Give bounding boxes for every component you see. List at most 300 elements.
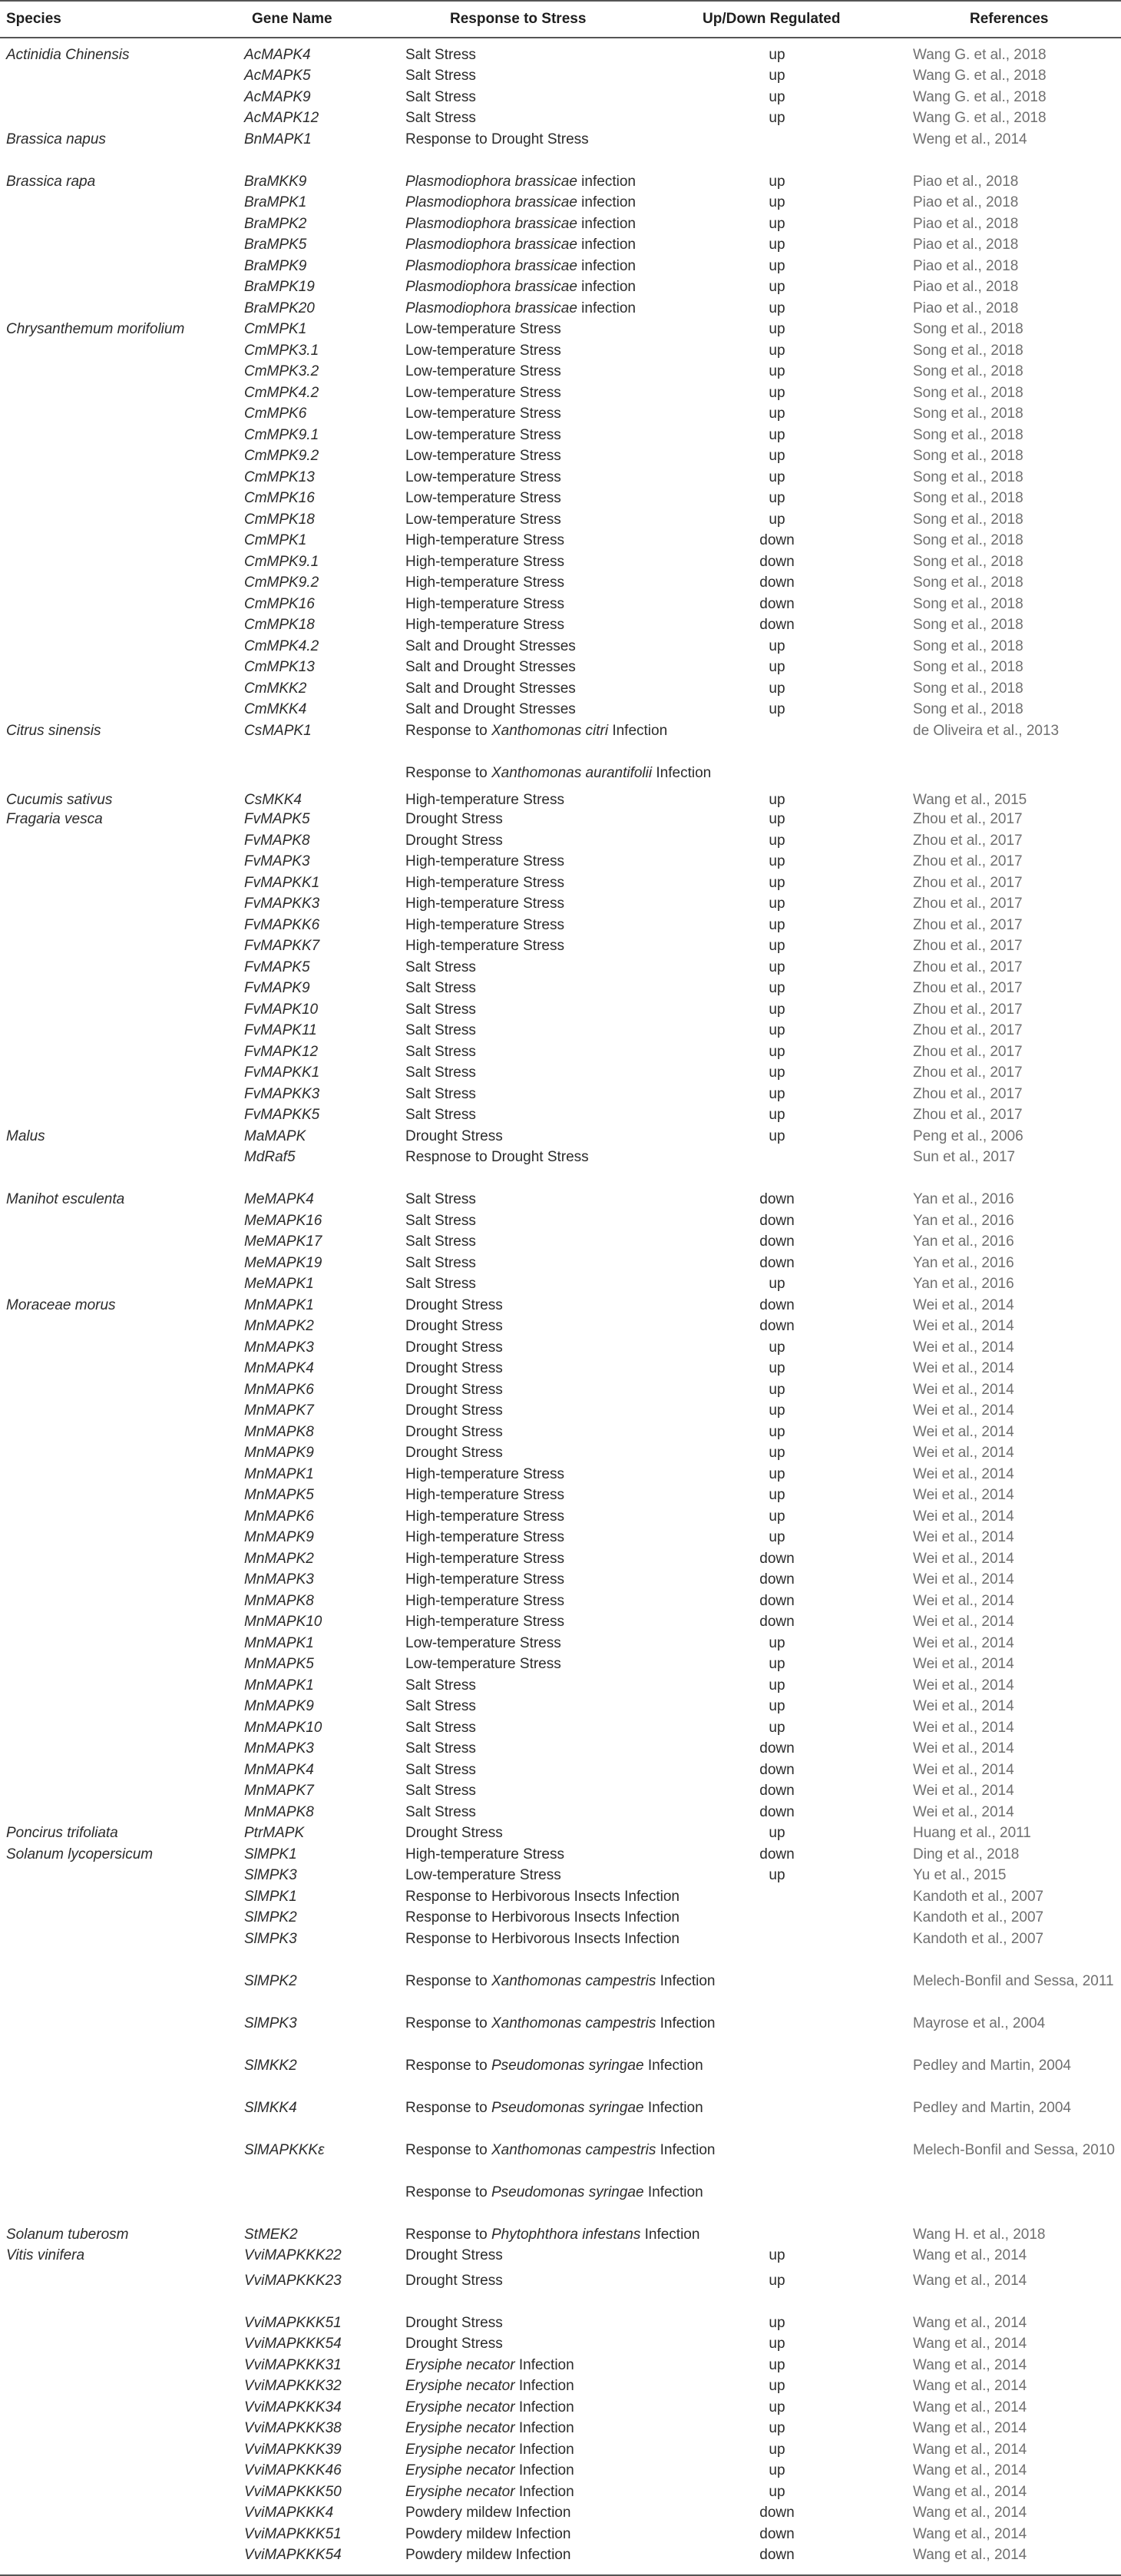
reference-cell: Wei et al., 2014: [913, 1297, 1014, 1313]
response-text: Drought Stress: [405, 2315, 503, 2331]
gene-name-cell: VviMAPKKK50: [244, 2484, 342, 2500]
response-text: Salt and Drought Stresses: [405, 701, 576, 717]
response-cell: [405, 194, 636, 212]
response-text: Infection: [652, 765, 712, 781]
reference-cell: Yan et al., 2016: [913, 1213, 1014, 1229]
regulation-value: up: [769, 512, 785, 528]
gene-name-cell: VviMAPKKK46: [244, 2462, 342, 2478]
species-cell: Cucumis sativus: [6, 792, 113, 808]
response-text: Infection: [656, 1973, 716, 1989]
response-cell: [405, 2335, 503, 2353]
regulation-value: up: [769, 216, 785, 232]
regulation-value: up: [769, 1635, 785, 1651]
response-text: Infection: [643, 2100, 703, 2116]
response-text: Response to: [405, 2142, 491, 2158]
response-cell: [405, 2399, 574, 2417]
species-cell: Solanum lycopersicum: [6, 1846, 154, 1862]
reference-cell: Wang H. et al., 2018: [913, 2227, 1046, 2243]
gene-name-cell: FvMAPK5: [244, 811, 310, 827]
gene-name-cell: AcMAPK5: [244, 68, 311, 84]
response-text: Respnose to Drought Stress: [405, 1149, 589, 1165]
reference-cell: Song et al., 2018: [913, 385, 1023, 401]
response-cell: [405, 2247, 503, 2265]
regulation-value: down: [759, 1551, 795, 1567]
response-text: Low-temperature Stress: [405, 1656, 561, 1672]
reference-cell: Piao et al., 2018: [913, 216, 1019, 232]
response-text: High-temperature Stress: [405, 853, 564, 869]
reference-cell: Song et al., 2018: [913, 321, 1023, 337]
gene-name-cell: MaMAPK: [244, 1128, 306, 1144]
regulation-value: up: [769, 1424, 785, 1440]
response-text: Infection: [643, 2058, 703, 2074]
regulation-value: up: [769, 1508, 785, 1525]
response-cell: [405, 1528, 564, 1547]
regulation-value: up: [769, 1002, 785, 1018]
response-cell: [405, 2525, 570, 2544]
gene-name-cell: MeMAPK1: [244, 1276, 314, 1292]
gene-name-cell: VviMAPKKK38: [244, 2420, 342, 2436]
response-cell: [405, 1803, 476, 1822]
reference-cell: Song et al., 2018: [913, 574, 1023, 591]
gene-name-cell: BraMPK9: [244, 258, 307, 274]
gene-name-cell: MnMAPK1: [244, 1297, 314, 1313]
regulation-value: up: [769, 89, 785, 105]
regulation-value: down: [759, 554, 795, 570]
response-text: High-temperature Stress: [405, 1571, 564, 1588]
regulation-value: up: [769, 237, 785, 253]
pathogen-name: Erysiphe necator: [405, 2462, 515, 2478]
reference-cell: Wang G. et al., 2018: [913, 110, 1047, 126]
reference-cell: Zhou et al., 2017: [913, 896, 1023, 912]
regulation-value: up: [769, 701, 785, 717]
response-text: Drought Stress: [405, 2336, 503, 2352]
response-cell: [405, 1106, 476, 1124]
reference-cell: Wei et al., 2014: [913, 1783, 1014, 1799]
response-cell: [405, 1001, 476, 1019]
response-cell: [405, 1634, 561, 1653]
gene-name-cell: MnMAPK8: [244, 1804, 314, 1820]
response-text: Low-temperature Stress: [405, 1635, 561, 1651]
response-text: Salt Stress: [405, 1783, 476, 1799]
response-text: High-temperature Stress: [405, 554, 564, 570]
gene-name-cell: CmMPK1: [244, 532, 307, 548]
response-text: Response to: [405, 2058, 491, 2074]
species-cell: Fragaria vesca: [6, 811, 103, 827]
response-cell: [405, 2184, 703, 2202]
gene-name-cell: MnMAPK3: [244, 1571, 314, 1588]
response-cell: [405, 469, 561, 487]
response-cell: [405, 1909, 680, 1927]
response-cell: [405, 109, 476, 127]
regulation-value: up: [769, 2442, 785, 2458]
reference-cell: Song et al., 2018: [913, 490, 1023, 506]
gene-name-cell: SlMKK4: [244, 2100, 297, 2116]
response-cell: [405, 215, 636, 233]
gene-name-cell: VviMAPKKK4: [244, 2505, 334, 2521]
reference-cell: Zhou et al., 2017: [913, 938, 1023, 954]
response-text: Infection: [514, 2420, 574, 2436]
response-cell: [405, 1761, 476, 1780]
response-text: Response to: [405, 765, 491, 781]
reference-cell: Song et al., 2018: [913, 701, 1023, 717]
response-cell: [405, 1930, 680, 1949]
response-text: Drought Stress: [405, 833, 503, 849]
response-text: infection: [577, 174, 636, 190]
gene-name-cell: MdRaf5: [244, 1149, 296, 1165]
response-text: Salt Stress: [405, 959, 476, 975]
response-text: Salt Stress: [405, 1233, 476, 1250]
gene-name-cell: CmMPK3.1: [244, 343, 319, 359]
gene-name-cell: MnMAPK9: [244, 1445, 314, 1461]
response-text: Infection: [514, 2399, 574, 2415]
response-text: Drought Stress: [405, 1318, 503, 1334]
reference-cell: Wei et al., 2014: [913, 1339, 1014, 1356]
reference-cell: Wei et al., 2014: [913, 1508, 1014, 1525]
response-text: Infection: [643, 2184, 703, 2200]
regulation-value: up: [769, 811, 785, 827]
reference-cell: Wang et al., 2014: [913, 2462, 1027, 2478]
response-text: High-temperature Stress: [405, 574, 564, 591]
gene-name-cell: MnMAPK10: [244, 1720, 322, 1736]
regulation-value: up: [769, 2462, 785, 2478]
gene-name-cell: PtrMAPK: [244, 1825, 305, 1841]
gene-name-cell: CsMAPK1: [244, 723, 312, 739]
response-text: Salt Stress: [405, 1022, 476, 1038]
reference-cell: Zhou et al., 2017: [913, 853, 1023, 869]
reference-cell: Song et al., 2018: [913, 363, 1023, 379]
gene-name-cell: VviMAPKKK31: [244, 2357, 342, 2373]
regulation-value: up: [769, 406, 785, 422]
response-cell: [405, 1402, 503, 1420]
regulation-value: up: [769, 853, 785, 869]
response-text: Salt Stress: [405, 110, 476, 126]
regulation-value: up: [769, 1065, 785, 1081]
response-text: Salt Stress: [405, 1255, 476, 1271]
regulation-value: up: [769, 833, 785, 849]
reference-cell: Wang et al., 2014: [913, 2357, 1027, 2373]
reference-cell: Song et al., 2018: [913, 617, 1023, 633]
species-cell: Citrus sinensis: [6, 723, 101, 739]
reference-cell: Mayrose et al., 2004: [913, 2015, 1046, 2031]
response-text: High-temperature Stress: [405, 1508, 564, 1525]
response-text: Salt Stress: [405, 1086, 476, 1102]
reference-cell: Yan et al., 2016: [913, 1276, 1014, 1292]
reference-cell: Song et al., 2018: [913, 427, 1023, 443]
regulation-value: up: [769, 896, 785, 912]
regulation-value: up: [769, 875, 785, 891]
response-text: Infection: [514, 2378, 574, 2394]
response-cell: [405, 1254, 476, 1273]
response-cell: [405, 2015, 715, 2033]
gene-name-cell: MnMAPK7: [244, 1783, 314, 1799]
reference-cell: Zhou et al., 2017: [913, 1065, 1023, 1081]
response-cell: [405, 2462, 574, 2480]
regulation-value: down: [759, 574, 795, 591]
response-text: Low-temperature Stress: [405, 512, 561, 528]
gene-name-cell: MnMAPK4: [244, 1762, 314, 1778]
reference-cell: Yu et al., 2015: [913, 1867, 1007, 1883]
regulation-value: down: [759, 1593, 795, 1609]
response-cell: [405, 1212, 476, 1230]
response-cell: [405, 1127, 503, 1146]
regulation-value: up: [769, 279, 785, 295]
response-cell: [405, 131, 589, 149]
response-cell: [405, 1233, 476, 1251]
response-text: Drought Stress: [405, 1402, 503, 1419]
response-text: Infection: [656, 2015, 716, 2031]
response-cell: [405, 1972, 715, 1991]
reference-cell: Piao et al., 2018: [913, 194, 1019, 210]
gene-name-cell: AcMAPK12: [244, 110, 319, 126]
pathogen-name: Erysiphe necator: [405, 2442, 515, 2458]
pathogen-name: Plasmodiophora brassicae: [405, 194, 577, 210]
response-text: High-temperature Stress: [405, 532, 564, 548]
response-cell: [405, 2504, 570, 2522]
regulation-value: down: [759, 1783, 795, 1799]
reference-cell: Ding et al., 2018: [913, 1846, 1020, 1862]
response-text: Response to Herbivorous Insects Infection: [405, 1909, 680, 1925]
reference-cell: Wang et al., 2014: [913, 2247, 1027, 2263]
regulation-value: up: [769, 2315, 785, 2331]
response-cell: [405, 1846, 564, 1864]
gene-name-cell: MnMAPK8: [244, 1593, 314, 1609]
reference-cell: Wei et al., 2014: [913, 1593, 1014, 1609]
regulation-value: up: [769, 1529, 785, 1545]
response-text: Salt Stress: [405, 1107, 476, 1123]
gene-name-cell: CmMPK3.2: [244, 363, 319, 379]
regulation-value: down: [759, 2505, 795, 2521]
regulation-value: down: [759, 1213, 795, 1229]
regulation-value: up: [769, 2378, 785, 2394]
reference-cell: Wang et al., 2015: [913, 792, 1027, 808]
gene-name-cell: FvMAPKK7: [244, 938, 320, 954]
gene-name-cell: FvMAPKK1: [244, 1065, 320, 1081]
reference-cell: Wang et al., 2014: [913, 2378, 1027, 2394]
response-cell: [405, 342, 561, 360]
regulation-value: down: [759, 1571, 795, 1588]
response-text: Response to: [405, 723, 491, 739]
gene-name-cell: AcMAPK9: [244, 89, 311, 105]
response-cell: [405, 363, 561, 381]
gene-name-cell: MeMAPK19: [244, 1255, 322, 1271]
response-cell: [405, 616, 564, 634]
gene-name-cell: CmMPK18: [244, 617, 315, 633]
response-cell: [405, 1381, 503, 1399]
reference-cell: Weng et al., 2014: [913, 131, 1027, 147]
response-text: Salt Stress: [405, 1065, 476, 1081]
gene-name-cell: CmMPK9.1: [244, 427, 319, 443]
pathogen-name: Phytophthora infestans: [491, 2227, 641, 2243]
gene-name-cell: MnMAPK1: [244, 1677, 314, 1694]
response-cell: [405, 2546, 570, 2564]
pathogen-name: Xanthomonas aurantifolii: [491, 765, 653, 781]
reference-cell: Wei et al., 2014: [913, 1571, 1014, 1588]
response-text: infection: [577, 194, 636, 210]
gene-name-cell: CmMKK2: [244, 680, 307, 697]
reference-cell: Song et al., 2018: [913, 469, 1023, 485]
reference-cell: Wang et al., 2014: [913, 2442, 1027, 2458]
gene-name-cell: SlMPK1: [244, 1846, 297, 1862]
response-cell: [405, 895, 564, 913]
pathogen-name: Plasmodiophora brassicae: [405, 279, 577, 295]
response-cell: [405, 791, 564, 810]
regulation-value: down: [759, 1740, 795, 1757]
response-cell: [405, 1317, 503, 1336]
gene-name-cell: BnMAPK1: [244, 131, 312, 147]
reference-cell: Wei et al., 2014: [913, 1762, 1014, 1778]
reference-cell: Song et al., 2018: [913, 596, 1023, 612]
reference-cell: Piao et al., 2018: [913, 279, 1019, 295]
reference-cell: Wei et al., 2014: [913, 1466, 1014, 1482]
response-text: Drought Stress: [405, 1445, 503, 1461]
gene-name-cell: StMEK2: [244, 2227, 298, 2243]
response-cell: [405, 1508, 564, 1526]
gene-name-cell: CsMKK4: [244, 792, 302, 808]
regulation-value: up: [769, 1656, 785, 1672]
reference-cell: Zhou et al., 2017: [913, 875, 1023, 891]
gene-name-cell: FvMAPK12: [244, 1044, 319, 1060]
response-cell: [405, 2057, 703, 2075]
response-text: Salt Stress: [405, 68, 476, 84]
response-text: Drought Stress: [405, 1382, 503, 1398]
gene-name-cell: MnMAPK10: [244, 1614, 322, 1630]
response-text: Salt Stress: [405, 1740, 476, 1757]
response-text: Drought Stress: [405, 1825, 503, 1841]
regulation-value: up: [769, 680, 785, 697]
reference-cell: Pedley and Martin, 2004: [913, 2100, 1071, 2116]
response-text: Infection: [608, 723, 668, 739]
gene-name-cell: BraMPK1: [244, 194, 307, 210]
response-text: Response to Herbivorous Insects Infection: [405, 1931, 680, 1947]
reference-cell: Zhou et al., 2017: [913, 980, 1023, 996]
regulation-value: down: [759, 617, 795, 633]
regulation-value: up: [769, 2399, 785, 2415]
response-cell: [405, 511, 561, 529]
response-text: High-temperature Stress: [405, 1551, 564, 1567]
reference-cell: Wang G. et al., 2018: [913, 68, 1047, 84]
response-cell: [405, 320, 561, 339]
regulation-value: up: [769, 1022, 785, 1038]
regulation-value: up: [769, 917, 785, 933]
species-cell: Malus: [6, 1128, 45, 1144]
response-cell: [405, 2483, 574, 2502]
reference-cell: Wei et al., 2014: [913, 1614, 1014, 1630]
response-cell: [405, 1296, 503, 1315]
response-cell: [405, 1339, 503, 1357]
gene-name-cell: VviMAPKKK51: [244, 2526, 342, 2542]
species-cell: Manihot esculenta: [6, 1191, 125, 1207]
regulation-value: up: [769, 343, 785, 359]
regulation-value: down: [759, 1297, 795, 1313]
pathogen-name: Xanthomonas citri: [491, 723, 609, 739]
pathogen-name: Erysiphe necator: [405, 2357, 515, 2373]
regulation-value: up: [769, 1445, 785, 1461]
response-text: Low-temperature Stress: [405, 490, 561, 506]
response-text: Salt Stress: [405, 1191, 476, 1207]
pathogen-name: Xanthomonas campestris: [491, 2142, 656, 2158]
response-text: Salt Stress: [405, 980, 476, 996]
response-cell: [405, 2141, 715, 2160]
regulation-value: up: [769, 1677, 785, 1694]
reference-cell: Wei et al., 2014: [913, 1382, 1014, 1398]
response-text: High-temperature Stress: [405, 617, 564, 633]
response-text: infection: [577, 237, 636, 253]
pathogen-name: Erysiphe necator: [405, 2378, 515, 2394]
response-text: Powdery mildew Infection: [405, 2505, 571, 2521]
reference-cell: Wang G. et al., 2018: [913, 47, 1047, 63]
response-cell: [405, 1866, 561, 1885]
gene-name-cell: MeMAPK17: [244, 1233, 322, 1250]
reference-cell: Melech-Bonfil and Sessa, 2011: [913, 1973, 1114, 1989]
regulation-value: up: [769, 959, 785, 975]
gene-name-cell: CmMPK1: [244, 321, 307, 337]
response-text: High-temperature Stress: [405, 1466, 564, 1482]
reference-cell: Sun et al., 2017: [913, 1149, 1016, 1165]
response-text: High-temperature Stress: [405, 792, 564, 808]
response-text: Infection: [514, 2462, 574, 2478]
response-cell: [405, 979, 476, 998]
pathogen-name: Erysiphe necator: [405, 2399, 515, 2415]
reference-cell: Zhou et al., 2017: [913, 811, 1023, 827]
header-gene-name: Gene Name: [252, 11, 332, 27]
reference-cell: Melech-Bonfil and Sessa, 2010: [913, 2142, 1115, 2158]
gene-name-cell: FvMAPKK1: [244, 875, 320, 891]
response-text: Drought Stress: [405, 1360, 503, 1376]
response-cell: [405, 1423, 503, 1442]
pathogen-name: Plasmodiophora brassicae: [405, 258, 577, 274]
pathogen-name: Pseudomonas syringae: [491, 2058, 644, 2074]
regulation-value: up: [769, 1276, 785, 1292]
pathogen-name: Plasmodiophora brassicae: [405, 237, 577, 253]
response-cell: [405, 1148, 589, 1167]
response-text: Salt Stress: [405, 1276, 476, 1292]
pathogen-name: Plasmodiophora brassicae: [405, 300, 577, 316]
response-text: Salt Stress: [405, 1698, 476, 1714]
response-cell: [405, 1740, 476, 1758]
response-text: Response to: [405, 2100, 491, 2116]
species-cell: Brassica napus: [6, 131, 106, 147]
species-cell: Actinidia Chinensis: [6, 47, 130, 63]
regulation-value: down: [759, 1804, 795, 1820]
regulation-value: up: [769, 2357, 785, 2373]
regulation-value: up: [769, 427, 785, 443]
response-cell: [405, 1359, 503, 1378]
regulation-value: up: [769, 363, 785, 379]
regulation-value: up: [769, 174, 785, 190]
response-cell: [405, 1444, 503, 1462]
response-text: Response to Drought Stress: [405, 131, 589, 147]
response-cell: [405, 384, 561, 402]
species-cell: Chrysanthemum morifolium: [6, 321, 185, 337]
pathogen-name: Xanthomonas campestris: [491, 1973, 656, 1989]
response-text: Salt Stress: [405, 47, 476, 63]
gene-name-cell: BraMPK2: [244, 216, 307, 232]
regulation-value: down: [759, 1191, 795, 1207]
response-text: Drought Stress: [405, 1424, 503, 1440]
gene-name-cell: VviMAPKKK51: [244, 2315, 342, 2331]
reference-cell: Wang et al., 2014: [913, 2505, 1027, 2521]
response-cell: [405, 853, 564, 871]
regulation-value: up: [769, 2420, 785, 2436]
pathogen-name: Erysiphe necator: [405, 2484, 515, 2500]
species-cell: Vitis vinifera: [6, 2247, 85, 2263]
gene-name-cell: VviMAPKKK22: [244, 2247, 342, 2263]
gene-name-cell: FvMAPK9: [244, 980, 310, 996]
reference-cell: Song et al., 2018: [913, 638, 1023, 654]
regulation-value: down: [759, 2547, 795, 2563]
reference-cell: Song et al., 2018: [913, 680, 1023, 697]
response-text: infection: [577, 258, 636, 274]
